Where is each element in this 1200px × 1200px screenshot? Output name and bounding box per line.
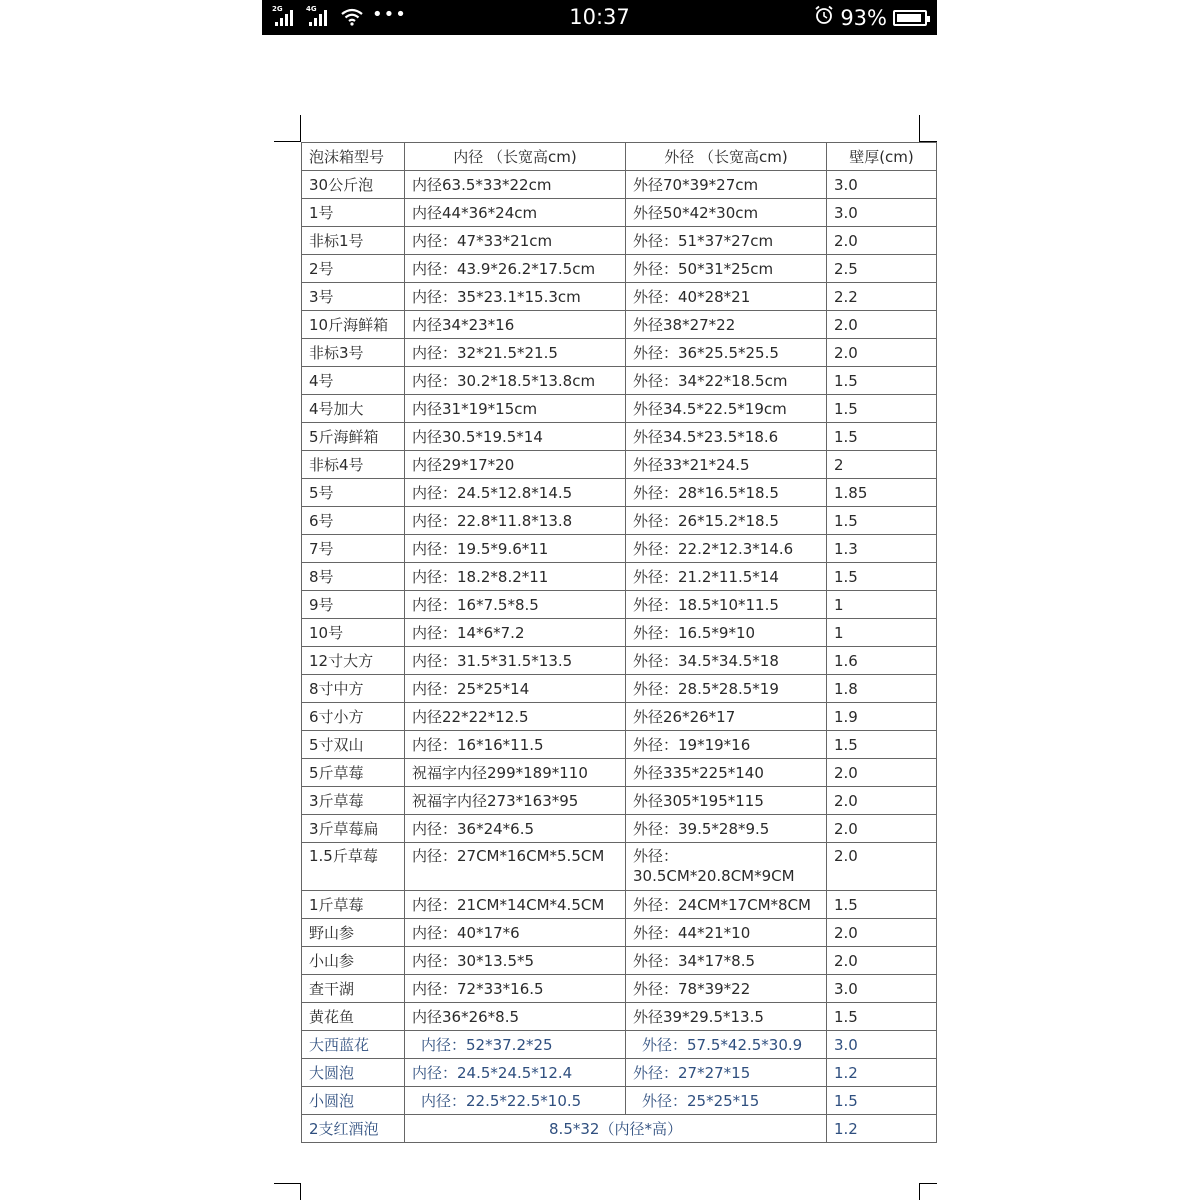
battery-icon bbox=[893, 10, 927, 26]
cell-model: 10斤海鲜箱 bbox=[302, 311, 405, 339]
cell-wall: 2.0 bbox=[827, 787, 937, 815]
cell-inner: 内径：32*21.5*21.5 bbox=[405, 339, 626, 367]
battery-percent: 93% bbox=[840, 5, 887, 30]
cell-wall: 3.0 bbox=[827, 1031, 937, 1059]
table-row bbox=[302, 283, 937, 311]
table-row bbox=[302, 815, 937, 843]
cell-inner: 内径34*23*16 bbox=[405, 311, 626, 339]
table-row bbox=[302, 675, 937, 703]
cell-model: 小圆泡 bbox=[302, 1087, 405, 1115]
table-row bbox=[302, 843, 937, 891]
battery-fill bbox=[897, 14, 921, 22]
cell-outer: 外径：39.5*28*9.5 bbox=[626, 815, 827, 843]
cell-wall: 2.2 bbox=[827, 283, 937, 311]
cell-outer: 外径335*225*140 bbox=[626, 759, 827, 787]
cell-model: 4号加大 bbox=[302, 395, 405, 423]
cell-inner: 内径：24.5*12.8*14.5 bbox=[405, 479, 626, 507]
cell-wall: 1.5 bbox=[827, 563, 937, 591]
status-left bbox=[272, 3, 407, 28]
cell-model: 5斤草莓 bbox=[302, 759, 405, 787]
cell-model: 6寸小方 bbox=[302, 703, 405, 731]
cell-model: 12寸大方 bbox=[302, 647, 405, 675]
cell-outer: 外径：25*25*15 bbox=[626, 1087, 827, 1115]
cell-outer: 外径305*195*115 bbox=[626, 787, 827, 815]
table-row bbox=[302, 311, 937, 339]
table-row bbox=[302, 535, 937, 563]
cell-inner: 内径63.5*33*22cm bbox=[405, 171, 626, 199]
cell-outer: 外径：78*39*22 bbox=[626, 975, 827, 1003]
cell-inner: 内径：22.8*11.8*13.8 bbox=[405, 507, 626, 535]
cell-wall: 2 bbox=[827, 451, 937, 479]
table-row bbox=[302, 451, 937, 479]
table-row bbox=[302, 1003, 937, 1031]
cell-outer: 外径：27*27*15 bbox=[626, 1059, 827, 1087]
table-row bbox=[302, 891, 937, 919]
table-row bbox=[302, 395, 937, 423]
crop-mark bbox=[919, 115, 920, 142]
cell-wall: 2.0 bbox=[827, 759, 937, 787]
cell-outer: 外径：18.5*10*11.5 bbox=[626, 591, 827, 619]
cell-wall: 1.5 bbox=[827, 367, 937, 395]
cell-outer: 外径：34*17*8.5 bbox=[626, 947, 827, 975]
cell-wall: 1.6 bbox=[827, 647, 937, 675]
cell-model: 1斤草莓 bbox=[302, 891, 405, 919]
document-page bbox=[301, 142, 936, 1143]
cell-outer: 外径：30.5CM*20.8CM*9CM bbox=[626, 843, 827, 891]
cell-model: 野山参 bbox=[302, 919, 405, 947]
crop-mark bbox=[274, 141, 301, 142]
cell-inner: 内径：52*37.2*25 bbox=[405, 1031, 626, 1059]
cell-inner: 内径22*22*12.5 bbox=[405, 703, 626, 731]
table-row bbox=[302, 703, 937, 731]
cell-outer: 外径：40*28*21 bbox=[626, 283, 827, 311]
cell-outer: 外径50*42*30cm bbox=[626, 199, 827, 227]
cell-outer: 外径38*27*22 bbox=[626, 311, 827, 339]
table-row bbox=[302, 255, 937, 283]
cell-model: 4号 bbox=[302, 367, 405, 395]
cell-outer: 外径33*21*24.5 bbox=[626, 451, 827, 479]
cell-outer: 外径：34*22*18.5cm bbox=[626, 367, 827, 395]
table-row bbox=[302, 619, 937, 647]
cell-wall: 2.0 bbox=[827, 843, 937, 891]
table-row bbox=[302, 423, 937, 451]
cell-inner: 内径：21CM*14CM*4.5CM bbox=[405, 891, 626, 919]
cell-outer: 外径：51*37*27cm bbox=[626, 227, 827, 255]
cell-model: 7号 bbox=[302, 535, 405, 563]
cell-wall: 2.0 bbox=[827, 919, 937, 947]
cell-model: 2号 bbox=[302, 255, 405, 283]
cell-outer: 外径：21.2*11.5*14 bbox=[626, 563, 827, 591]
cell-wall: 2.0 bbox=[827, 311, 937, 339]
signal-icon bbox=[272, 6, 300, 28]
table-header-row bbox=[302, 143, 937, 171]
table-row bbox=[302, 731, 937, 759]
table-row bbox=[302, 227, 937, 255]
cell-inner: 内径：36*24*6.5 bbox=[405, 815, 626, 843]
cell-outer: 外径：19*19*16 bbox=[626, 731, 827, 759]
cell-outer: 外径26*26*17 bbox=[626, 703, 827, 731]
cell-wall: 1.5 bbox=[827, 1003, 937, 1031]
crop-mark bbox=[919, 1183, 920, 1200]
cell-inner: 内径：27CM*16CM*5.5CM bbox=[405, 843, 626, 891]
cell-model: 1号 bbox=[302, 199, 405, 227]
table-row bbox=[302, 171, 937, 199]
cell-wall: 1.2 bbox=[827, 1115, 937, 1143]
cell-model: 30公斤泡 bbox=[302, 171, 405, 199]
cell-model: 非标4号 bbox=[302, 451, 405, 479]
cell-outer: 外径：36*25.5*25.5 bbox=[626, 339, 827, 367]
table-row bbox=[302, 479, 937, 507]
cell-inner: 内径：72*33*16.5 bbox=[405, 975, 626, 1003]
more-dots: ••• bbox=[372, 3, 407, 25]
crop-mark bbox=[300, 115, 301, 142]
table-row bbox=[302, 199, 937, 227]
cell-model: 大圆泡 bbox=[302, 1059, 405, 1087]
cell-outer: 外径34.5*22.5*19cm bbox=[626, 395, 827, 423]
cell-wall: 2.0 bbox=[827, 339, 937, 367]
cell-model: 小山参 bbox=[302, 947, 405, 975]
table-row bbox=[302, 1087, 937, 1115]
cell-inner: 内径：47*33*21cm bbox=[405, 227, 626, 255]
cell-model: 2支红酒泡 bbox=[302, 1115, 405, 1143]
table-row bbox=[302, 947, 937, 975]
cell-inner: 内径：43.9*26.2*17.5cm bbox=[405, 255, 626, 283]
network-type-2: 4G bbox=[306, 5, 317, 13]
cell-wall: 2.0 bbox=[827, 227, 937, 255]
header-wall: 壁厚(cm) bbox=[827, 143, 937, 171]
cell-inner: 内径：16*16*11.5 bbox=[405, 731, 626, 759]
table-row bbox=[302, 787, 937, 815]
cell-inner: 内径36*26*8.5 bbox=[405, 1003, 626, 1031]
cell-model: 黄花鱼 bbox=[302, 1003, 405, 1031]
cell-model: 6号 bbox=[302, 507, 405, 535]
cell-model: 1.5斤草莓 bbox=[302, 843, 405, 891]
table-row bbox=[302, 507, 937, 535]
cell-inner: 内径44*36*24cm bbox=[405, 199, 626, 227]
cell-inner: 内径：31.5*31.5*13.5 bbox=[405, 647, 626, 675]
status-right bbox=[814, 5, 927, 30]
cell-model: 5斤海鲜箱 bbox=[302, 423, 405, 451]
cell-wall: 1.3 bbox=[827, 535, 937, 563]
table-row bbox=[302, 1031, 937, 1059]
cell-model: 大西蓝花 bbox=[302, 1031, 405, 1059]
cell-outer: 外径：16.5*9*10 bbox=[626, 619, 827, 647]
cell-outer: 外径70*39*27cm bbox=[626, 171, 827, 199]
cell-inner: 内径：30*13.5*5 bbox=[405, 947, 626, 975]
cell-wall: 3.0 bbox=[827, 199, 937, 227]
table-row bbox=[302, 367, 937, 395]
cell-outer: 外径：50*31*25cm bbox=[626, 255, 827, 283]
alarm-icon bbox=[814, 5, 834, 30]
cell-outer: 外径：22.2*12.3*14.6 bbox=[626, 535, 827, 563]
cell-wall: 1.5 bbox=[827, 423, 937, 451]
cell-inner: 内径：18.2*8.2*11 bbox=[405, 563, 626, 591]
cell-model: 9号 bbox=[302, 591, 405, 619]
table-body bbox=[302, 143, 937, 1143]
table-row bbox=[302, 1115, 937, 1143]
table-row bbox=[302, 647, 937, 675]
cell-model: 3斤草莓扁 bbox=[302, 815, 405, 843]
table-row bbox=[302, 339, 937, 367]
cell-inner: 内径：30.2*18.5*13.8cm bbox=[405, 367, 626, 395]
cell-model: 10号 bbox=[302, 619, 405, 647]
cell-wall: 3.0 bbox=[827, 975, 937, 1003]
cell-wall: 1 bbox=[827, 619, 937, 647]
table-row bbox=[302, 759, 937, 787]
header-outer: 外径 （长宽高cm) bbox=[626, 143, 827, 171]
cell-wall: 1.5 bbox=[827, 891, 937, 919]
crop-mark bbox=[274, 1183, 301, 1184]
cell-outer: 外径：34.5*34.5*18 bbox=[626, 647, 827, 675]
cell-wall: 1.5 bbox=[827, 731, 937, 759]
cell-model: 非标1号 bbox=[302, 227, 405, 255]
wifi-icon bbox=[340, 8, 364, 26]
cell-model: 3号 bbox=[302, 283, 405, 311]
cell-model: 5号 bbox=[302, 479, 405, 507]
cell-inner: 内径：14*6*7.2 bbox=[405, 619, 626, 647]
table-row bbox=[302, 1059, 937, 1087]
status-bar bbox=[262, 0, 937, 35]
cell-wall: 1.5 bbox=[827, 507, 937, 535]
cell-inner: 内径30.5*19.5*14 bbox=[405, 423, 626, 451]
cell-wall: 1.5 bbox=[827, 1087, 937, 1115]
clock: 10:37 bbox=[569, 5, 630, 29]
cell-inner: 内径：25*25*14 bbox=[405, 675, 626, 703]
cell-merged-dimensions: 8.5*32（内径*高） bbox=[405, 1115, 827, 1143]
cell-inner: 内径：16*7.5*8.5 bbox=[405, 591, 626, 619]
cell-inner: 内径：40*17*6 bbox=[405, 919, 626, 947]
cell-model: 3斤草莓 bbox=[302, 787, 405, 815]
signal-icon bbox=[306, 6, 334, 28]
table-row bbox=[302, 975, 937, 1003]
cell-wall: 3.0 bbox=[827, 171, 937, 199]
cell-model: 非标3号 bbox=[302, 339, 405, 367]
cell-model: 查干湖 bbox=[302, 975, 405, 1003]
network-type-1: 2G bbox=[272, 5, 283, 13]
cell-model: 8号 bbox=[302, 563, 405, 591]
cell-outer: 外径34.5*23.5*18.6 bbox=[626, 423, 827, 451]
cell-outer: 外径39*29.5*13.5 bbox=[626, 1003, 827, 1031]
cell-wall: 1.5 bbox=[827, 395, 937, 423]
foam-box-spec-table bbox=[301, 142, 937, 1143]
cell-wall: 1 bbox=[827, 591, 937, 619]
cell-wall: 1.9 bbox=[827, 703, 937, 731]
cell-outer: 外径：44*21*10 bbox=[626, 919, 827, 947]
cell-inner: 内径：22.5*22.5*10.5 bbox=[405, 1087, 626, 1115]
table-row bbox=[302, 919, 937, 947]
crop-mark bbox=[920, 1183, 937, 1184]
cell-outer: 外径：26*15.2*18.5 bbox=[626, 507, 827, 535]
cell-inner: 内径：19.5*9.6*11 bbox=[405, 535, 626, 563]
cell-wall: 2.0 bbox=[827, 947, 937, 975]
cell-wall: 1.85 bbox=[827, 479, 937, 507]
table-row bbox=[302, 563, 937, 591]
cell-inner: 内径29*17*20 bbox=[405, 451, 626, 479]
cell-inner: 内径：24.5*24.5*12.4 bbox=[405, 1059, 626, 1087]
table-row bbox=[302, 591, 937, 619]
battery-nub bbox=[927, 16, 930, 22]
cell-inner: 祝福字内径299*189*110 bbox=[405, 759, 626, 787]
cell-inner: 祝福字内径273*163*95 bbox=[405, 787, 626, 815]
header-model: 泡沫箱型号 bbox=[302, 143, 405, 171]
cell-outer: 外径：57.5*42.5*30.9 bbox=[626, 1031, 827, 1059]
cell-wall: 1.2 bbox=[827, 1059, 937, 1087]
cell-outer: 外径：28.5*28.5*19 bbox=[626, 675, 827, 703]
cell-outer: 外径：24CM*17CM*8CM bbox=[626, 891, 827, 919]
cell-wall: 1.8 bbox=[827, 675, 937, 703]
cell-outer: 外径：28*16.5*18.5 bbox=[626, 479, 827, 507]
cell-wall: 2.0 bbox=[827, 815, 937, 843]
cell-model: 5寸双山 bbox=[302, 731, 405, 759]
cell-model: 8寸中方 bbox=[302, 675, 405, 703]
crop-mark bbox=[300, 1183, 301, 1200]
cell-wall: 2.5 bbox=[827, 255, 937, 283]
cell-inner: 内径：35*23.1*15.3cm bbox=[405, 283, 626, 311]
cell-inner: 内径31*19*15cm bbox=[405, 395, 626, 423]
header-inner: 内径 （长宽高cm) bbox=[405, 143, 626, 171]
